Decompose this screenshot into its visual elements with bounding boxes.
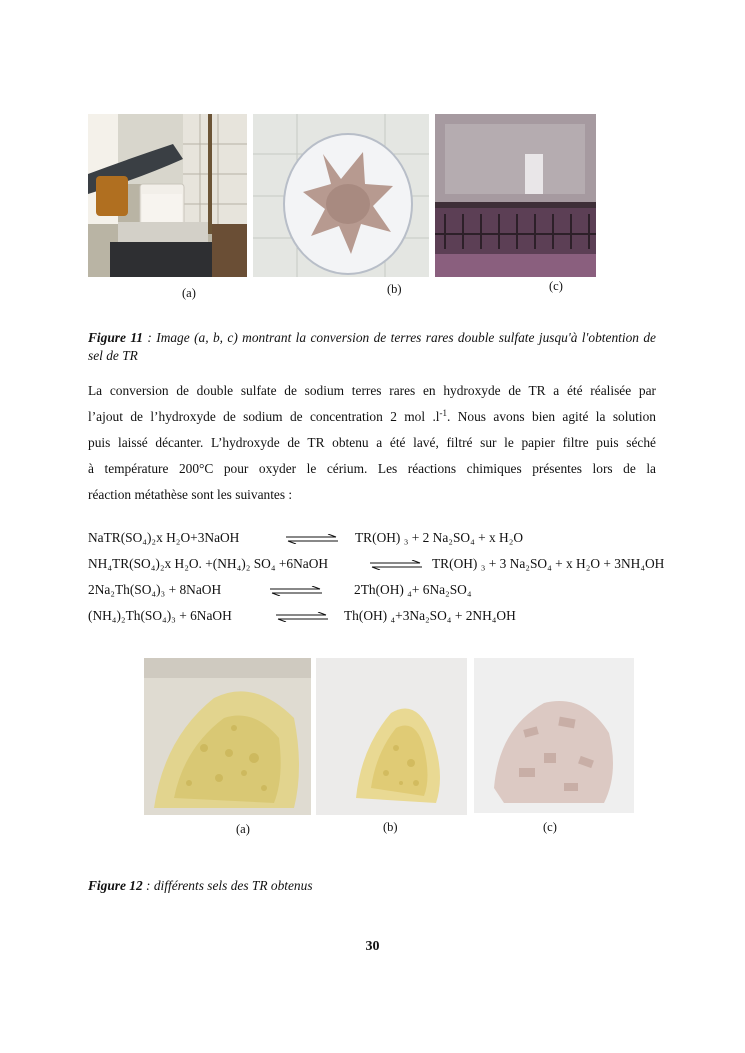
figure12-label-c: (c) — [543, 820, 557, 834]
equilibrium-arrow-icon — [270, 586, 322, 596]
paragraph-line-2b: . Nous avons bien agité la solution — [447, 409, 656, 424]
paragraph-line-3: puis laissé décanter. L’hydroxyde de TR obtenu a été lavé, filtré sur le papier filtre puis séché — [88, 435, 656, 450]
equation-2-lhs: NH₄TR(SO₄)₂x H₂O. +(NH₄)₂ SO₄ +6NaOH — [88, 556, 329, 571]
equation-3-lhs: 2Na₂Th(SO₄)₃ + 8NaOH — [88, 582, 222, 597]
equation-2-rhs: TR(OH) ₃ + 3 Na₂SO₄ + x H₂O + 3NH₄OH — [432, 556, 665, 571]
figure12-label-b: (b) — [383, 820, 398, 834]
paragraph-line-1: La conversion de double sulfate de sodium terres rares en hydroxyde de TR a été réalisée par — [88, 383, 656, 398]
equation-1-rhs: TR(OH) ₃ + 2 Na₂SO₄ + x H₂O — [355, 530, 524, 545]
figure11-label-b: (b) — [387, 282, 402, 296]
figure12-label-a: (a) — [236, 822, 250, 836]
figure12-caption — [88, 877, 656, 895]
equilibrium-arrow-icon — [370, 560, 422, 570]
figure11-photo-a — [88, 114, 247, 277]
figure11-caption-label: Figure 11 — [88, 330, 143, 345]
figure11-caption-text: : Image (a, b, c) montrant la conversion de terres rares double sulfate jusqu'à l'obtention de sel de TR — [88, 330, 656, 363]
paragraph-line-4: à température 200°C pour oxyder le cérium. Les réactions chimiques présentes lors de la — [88, 461, 656, 476]
body-paragraph — [88, 378, 656, 508]
paragraph-line-5: réaction métathèse sont les suivantes : — [88, 487, 293, 502]
paragraph-line-2a: l’ajout de l’hydroxyde de sodium de concentration 2 mol .l — [88, 409, 440, 424]
figure11-photo-b — [253, 114, 429, 277]
equation-4-lhs: (NH₄)₂Th(SO₄)₃ + 6NaOH — [88, 608, 232, 623]
figure12-caption-label: Figure 12 — [88, 878, 143, 893]
figure12-photo-b — [316, 658, 467, 815]
figure11-label-a: (a) — [182, 286, 196, 300]
equation-1-lhs: NaTR(SO₄)₂x H₂O+3NaOH — [88, 530, 240, 545]
figure12-photo-c — [474, 658, 634, 813]
paragraph-line-2 — [88, 404, 656, 430]
figure11-label-c: (c) — [549, 279, 563, 293]
equilibrium-arrow-icon — [276, 612, 328, 622]
figure12-photo-a — [144, 658, 311, 815]
paragraph-line-2-sup: -1 — [439, 408, 448, 418]
figure12-caption-text: : différents sels des TR obtenus — [142, 878, 313, 893]
page-number: 30 — [365, 939, 380, 954]
equation-4-rhs: Th(OH) ₄+3Na₂SO₄ + 2NH₄OH — [344, 608, 516, 623]
figure11-caption — [88, 329, 656, 365]
figure11-photo-c — [435, 114, 596, 277]
equation-3-rhs: 2Th(OH) ₄+ 6Na₂SO₄ — [354, 582, 472, 597]
equilibrium-arrow-icon — [286, 534, 338, 544]
